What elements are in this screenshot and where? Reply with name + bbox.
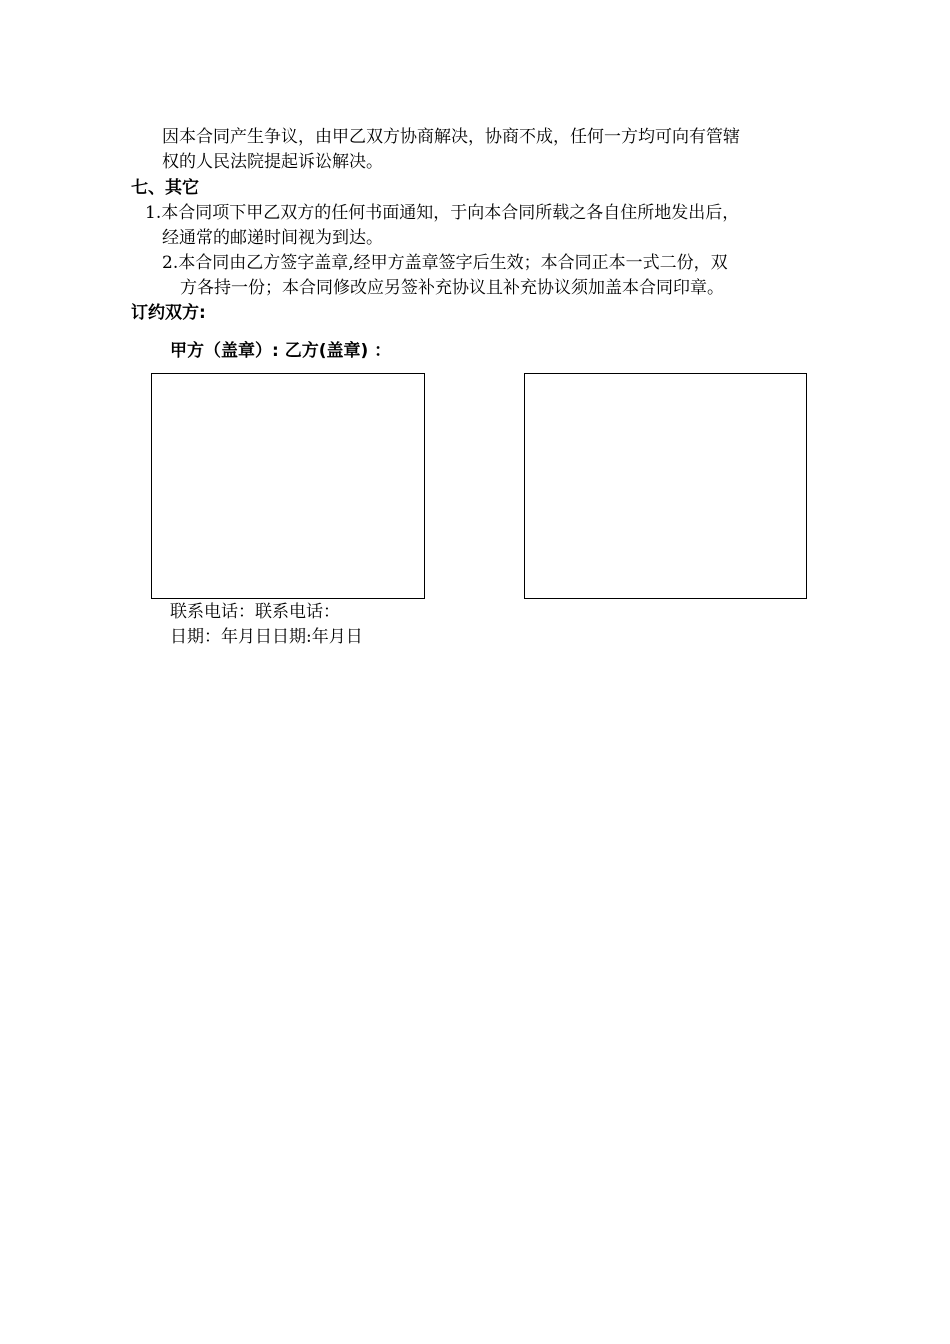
date-label: 日期：年月日日期:年月日 — [170, 627, 363, 647]
party-b-seal-box — [524, 373, 807, 599]
dispute-clause-line-1: 因本合同产生争议，由甲乙双方协商解决，协商不成，任何一方均可向有管辖 — [162, 127, 740, 147]
parties-heading: 订约双方: — [131, 303, 206, 323]
section-7-heading: 七、其它 — [131, 178, 199, 198]
section-7-item-1-line-1: 1.本合同项下甲乙双方的任何书面通知，于向本合同所载之各自住所地发出后， — [145, 203, 740, 223]
section-7-item-2-line-1: 2.本合同由乙方签字盖章,经甲方盖章签字后生效；本合同正本一式二份，双 — [162, 253, 728, 273]
party-a-seal-box — [151, 373, 425, 599]
contact-phone-label: 联系电话：联系电话： — [170, 602, 340, 622]
section-7-item-1-line-2: 经通常的邮递时间视为到达。 — [162, 228, 383, 248]
seal-label: 甲方（盖章）: 乙方(盖章) ： — [170, 341, 392, 361]
section-7-item-2-line-2: 方各持一份；本合同修改应另签补充协议且补充协议须加盖本合同印章。 — [180, 278, 724, 298]
dispute-clause-line-2: 权的人民法院提起诉讼解决。 — [162, 152, 383, 172]
